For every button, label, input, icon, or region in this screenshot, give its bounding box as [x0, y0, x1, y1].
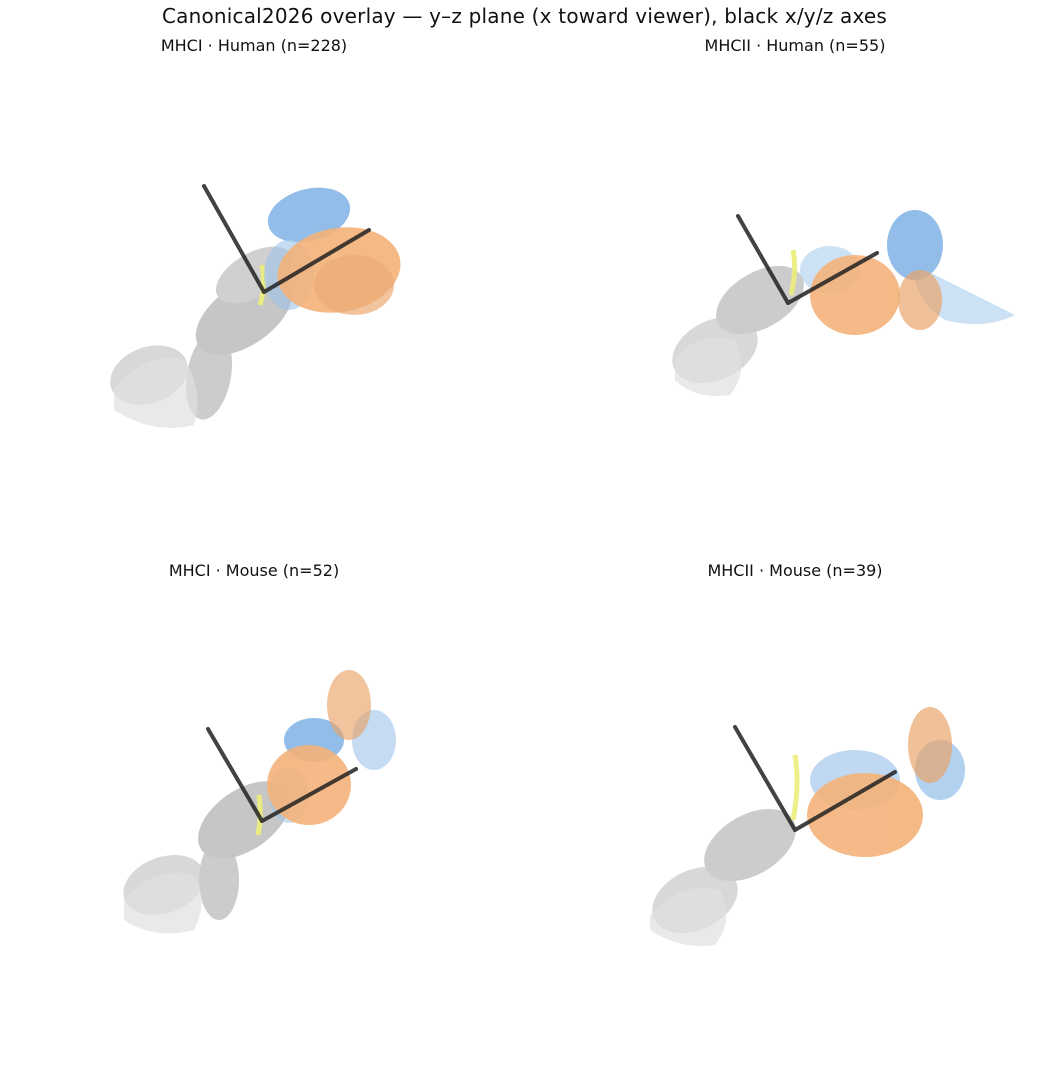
- structure-overlay-image: [545, 30, 1045, 530]
- mhc-chain-cloud: [642, 794, 809, 946]
- panel-title: MHCI · Human (n=228): [160, 36, 348, 55]
- panel-title: MHCI · Mouse (n=52): [168, 561, 340, 580]
- figure-title: Canonical2026 overlay — y–z plane (x toward viewer), black x/y/z axes: [161, 4, 888, 28]
- panel-mhci-mouse: [4, 555, 504, 1055]
- panel-title: MHCII · Human (n=55): [704, 36, 886, 55]
- structure-overlay-image: [4, 30, 504, 530]
- panel-mhcii-human: [545, 30, 1045, 530]
- panel-mhci-human: [4, 30, 504, 530]
- structure-overlay-image: [4, 555, 504, 1055]
- panel-mhcii-mouse: [545, 555, 1045, 1055]
- panel-title: MHCII · Mouse (n=39): [707, 561, 883, 580]
- peptide: [793, 755, 797, 820]
- structure-overlay-image: [545, 555, 1045, 1055]
